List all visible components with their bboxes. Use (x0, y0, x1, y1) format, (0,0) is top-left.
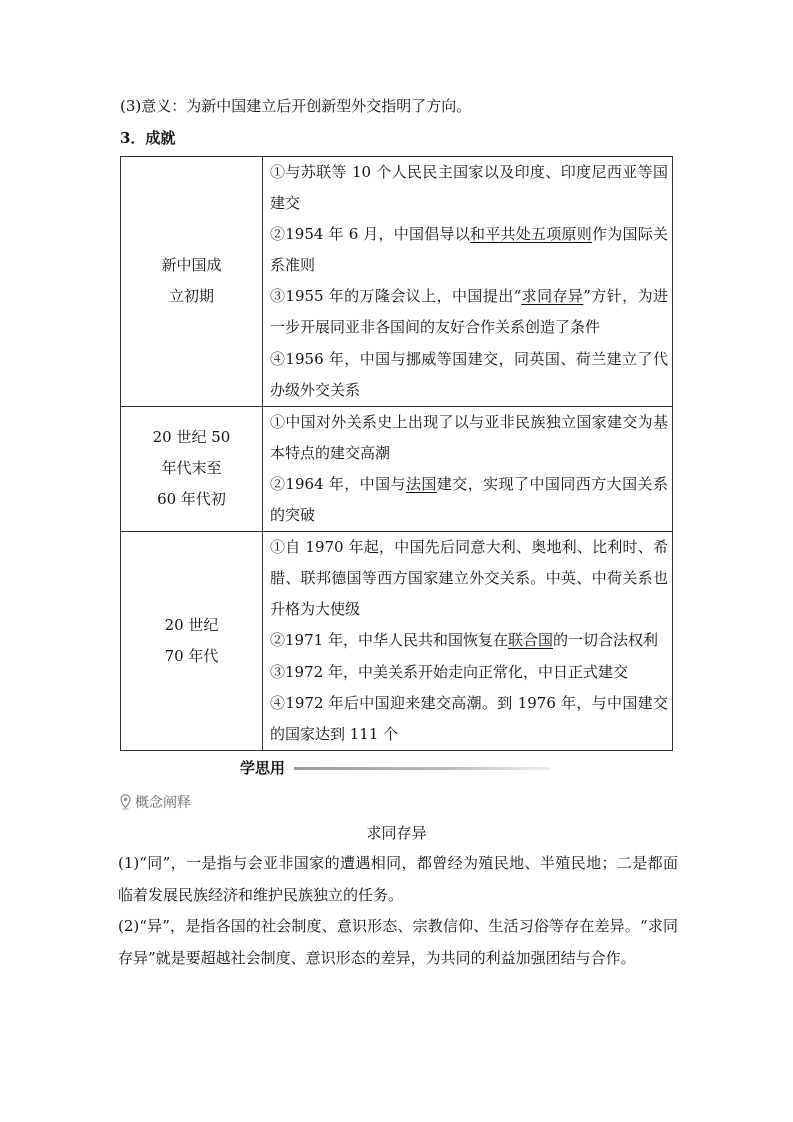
underlined-term: 求同存异 (521, 287, 584, 306)
item-text: 作为国际关系准则 (270, 225, 668, 275)
achievement-item (270, 469, 668, 531)
item-text: ②1954 年 6 月，中国倡导以 (270, 225, 470, 244)
item-text: ③1955 年的万隆会议上，中国提出“ (270, 287, 522, 306)
achievement-item (270, 407, 668, 469)
item-text: ②1971 年，中华人民共和国恢复在 (270, 631, 508, 650)
underlined-term: 法国 (406, 474, 437, 493)
period-line: 70 年代 (164, 646, 219, 665)
period-line: 新中国成 (161, 256, 222, 275)
section-heading: 3．成就 (120, 129, 176, 147)
achievement-item (270, 625, 668, 656)
concept-title: 求同存异 (366, 824, 427, 842)
underlined-term: 联合国 (507, 631, 553, 650)
content-cell (263, 157, 673, 407)
achievement-item (270, 344, 668, 406)
content-cell (263, 532, 673, 751)
significance-line: (3)意义：为新中国建立后开创新型外交指明了方向。 (120, 97, 472, 115)
concept-header (120, 792, 191, 812)
item-text: 的一切合法权利 (552, 631, 658, 650)
table-row (121, 406, 673, 531)
item-text: ③1972 年，中美关系开始走向正常化，中日正式建交 (270, 662, 628, 681)
item-text: ①中国对外关系史上出现了以与亚非民族独立国家建交为基本特点的建交高潮 (270, 412, 668, 462)
achievement-item (270, 157, 668, 219)
item-text: ①与苏联等 10 个人民民主国家以及印度、印度尼西亚等国建交 (270, 163, 668, 213)
item-text: ②1964 年，中国与 (270, 474, 406, 493)
item-text: ④1972 年后中国迎来建交高潮。到 1976 年，与中国建交的国家达到 111 个 (270, 693, 668, 743)
period-cell (121, 157, 263, 407)
concept-paragraph-1: (1)“同”，一是指与会亚非国家的遭遇相同，都曾经为殖民地、半殖民地；二是都面临着发展民族经济和维护民族独立的任务。 (118, 854, 678, 904)
item-text: ①自 1970 年起，中国先后同意大利、奥地利、比利时、希腊、联邦德国等西方国家建立外交关系。中英、中荷关系也升格为大使级 (270, 538, 668, 619)
table-row (121, 532, 673, 751)
study-bar-label: 学思用 (240, 759, 286, 777)
achievement-item (270, 688, 668, 750)
achievement-item (270, 532, 668, 625)
period-line: 60 年代初 (157, 490, 226, 509)
period-cell (121, 532, 263, 751)
achievement-item (270, 219, 668, 281)
concept-label: 概念阐释 (135, 795, 191, 811)
content-cell (263, 406, 673, 531)
period-line: 20 世纪 50 (152, 428, 231, 447)
achievements-table (120, 156, 673, 751)
period-line: 20 世纪 (164, 615, 219, 634)
period-cell (121, 406, 263, 531)
item-text: ”方针，为进一步开展同亚非各国间的友好合作关系创造了条件 (270, 287, 668, 337)
item-text: 建交，实现了中国同西方大国关系的突破 (270, 474, 668, 525)
concept-paragraph-2: (2)“异”，是指各国的社会制度、意识形态、宗教信仰、生活习俗等存在差异。“求同存异”就是要超越社会制度、意识形态的差异，为共同的利益加强团结与合作。 (118, 917, 678, 967)
achievement-item (270, 657, 668, 688)
period-line: 年代末至 (161, 459, 222, 478)
study-bar-rule (294, 767, 550, 770)
table-row (121, 157, 673, 407)
location-pin-icon (120, 794, 131, 810)
period-line: 立初期 (168, 287, 214, 306)
achievement-item (270, 281, 668, 343)
item-text: ④1956 年，中国与挪威等国建交，同英国、荷兰建立了代办级外交关系 (270, 349, 668, 399)
underlined-term: 和平共处五项原则 (470, 225, 592, 244)
